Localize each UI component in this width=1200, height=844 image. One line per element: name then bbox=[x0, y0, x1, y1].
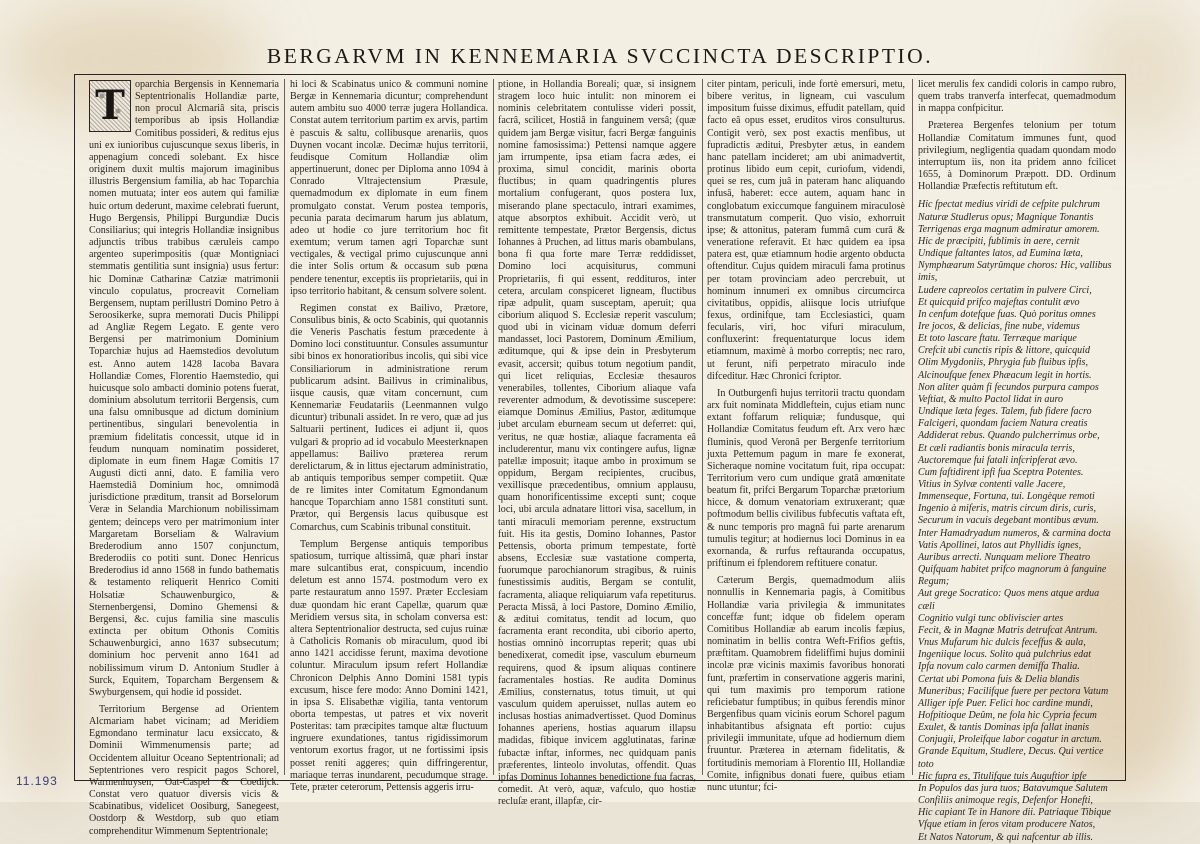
column-rule bbox=[284, 79, 285, 775]
paragraph: ptione, in Hollandia Boreali; quæ, si insignem stragem loco huic intulit: non minorem ei nominis celebritatem contulisse videri possit, facrâ, scilicet, Hostiâ in fanguinem versâ; (quæ quidem jam Bergæ visitur, facri Bergæ fanguinis nomine famosissima:) Pettensi namque aggere jam irrumpente, ipsa etiam facra ædes, ei proxima, simul concidit, marinis oborta fluctibus; in quam quadringentis plures mortalium confugerant, quos postera lux, miserando plane spectaculo, intrari examimes, atque absorptos exhibuit. Accidit verò, ut remittente tempestate, Prætor Bergensis, dictus Iohannes à Pruchen, ad littus maris obambulans, bona fi qua forte mare Terræ reddidisset, Domino loci acquisiturus, communi Proprietariis, fi qui essent, reddituros, inter cetera, arculam conspiceret ligneam, fluctibus ripæ adpulit, quam susceptam, aperuit; qua ciborium aliquod S. Ecclesiæ reperit vasculum; quod ubi in vicinam viduæ domum deferri mandasset, loci Pastorem, Dominum Æmilium, æditumque, qui & ipse dein in Presbyterum evasit, accersit; quibus totum negotium pandit, qui licet reliquias, Ecclesiæ thesauros venerabiles, tollentes, Ciborium aliaque vafa reverenter admodum, & devotissime suscepere: eiamque Dominus Æmilius, Pastor, æditumque jubet arculam eburneam secum ut deferret: qui, veritus, ne quæ hostiæ, aliaque facramenta eâ includerentur, manu vix contingere aufus, lignæ patellæ imposuit; itaque ambo in proximum se oppidum, Bergam recipientes, crucibus, vexillisque præcedentibus, omnium applausu, quam honorificentissime excepti sunt; coque loci, ubi arcula adnatare littori visa, sacellum, in tanti miraculi memoriam perenne, exstructum fuit. His ita gestis, Domino Iohannes, Pastor Pettensis, oborta primum tempestate, fortè absens, Ecclesiæ suæ vastatione comperta, fuorumque parochianorum stragibus, & ruinis funestissimis auditis, Bergam se contulit, facramenta, aliaque reliquiarum vafa repetiturus. Peracta Missâ, à loci Pastore, Domino Æmilio, & æditui comitatus, tendit ad locum, quo facramenta erant recondita, ubi ciborio aperto, hostias omninò incorruptas reperit; quas ubi benedixerat, comedit ipse, vasculum eburneum requirens, quod & ipsum aliquas continere facramentales hostias. Re audita Dominus Æmilius, consternatus, totus timuit, ut qui vasculum quidem aperuisset, nullas autem eo inclusas hostias animadvertisset. Quod Dominus Iohannes aperiens, hostias aquarum illapsu madidas, fibique invicem agglutinatas, farinæ fubactæ inftar, informes, nec quidquam panis præferentes, linteolo involutas, offendit. Quas ipfas Dominus Iohannes benedictione fua facras, comedit. At verò, aquæ, vafculo, quo hostiæ recluſæ erant, illapfæ, cir- bbox=[498, 79, 696, 808]
text-column-5 bbox=[918, 79, 1116, 843]
latin-poem: Hic fpectat medius viridi de cefpite pulchrum Naturæ Studlerus opus; Magnique Tonantis Terrigenas erga magnum admiratur amorem. Hic de præcipiti, fublimis in aere, cernit Undique faltantes latos, ad Eumina læta, Nymphæarum Satyrûmque choros: Hic, vallibus imis, Ludere capreolos certatim in pulvere Circi, Et quicquid prifco majeftas contulit ævo In cenfum dotefque fuas. Quò poritus omnes Ire jocos, & delicias, fine nube, videmus Et toto lascare ftatu. Terræque marique Crefcit ubi cunctis ripis & littore, quicquid Olim Mygdoniis, Phrygia fub fluibus ipfis, Alcinoufque fenex Phæacum legit in hortis. Non aliter quàm fi fecundos purpura campos Veftiat, & multo Pactol lidat in auro Undique læta feges. Talem, fub fidere facro Falcigeri, quondam faciem Natura creatis Addiderat rebus. Quando pulcherrimus orbe, Et cæli radiantis bonis miracula terris, Auctoremque fui fatali infcripferat ævo. Cum faftidirent ipfi fua Sceptra Potentes. Vitius in Sylvæ contenti valle Jacere, Immenseque, Fortuna, tui. Longèque remoti Ingenio à miferis, matris circum diris, curis, Securum in vacuis degebant montibus ævum. Inter Hamadryadum numeros, & carmina docta Vatis Apollinei, latos aut Phyllidis ignes, Auribus arrecti. Nunquam meliore Theatro Quifquam habitet prifco magnorum à fanguine Regum; Aut grege Socratico: Quos mens atque ardua cæli Cognitio vulgi tunc obliviscier artes Fecit, & in Magnæ Matris detrufcat Antrum. Vnus Mufarum hic dulcis feceffus & aula, Ingeniique locus. Solito quà pulchrius edat Ipfa novum calo carmen demiffa Thalia. Certat ubi Pomona fuis & Delia blandis Muneribus; Facilifque fuere per pectora Vatum Alliger ipfe Puer. Felici hoc cardine mundi, Hofpitioque Deûm, ne fola hic Cypria fecum Exulet, & tantis Dominas ipfa fallat inanis Conjugii, Proleifque labor cogatur in arctum. Grande Equitum, Studlere, Decus. Qui vertice toto Hic fupra es, Titulifque tuis Auguftior ipfe In Populos das jura tuos; Batavumque Salutem Confiliis animoque regis, Defenfor Honefti, Hic capiant Te in Hanore dii. Patriaque Tibique Vfque etiam in feros vitam producere Natos, Et Natos Natorum, & qui nafcentur ab illis. bbox=[918, 199, 1112, 843]
column-rule bbox=[912, 79, 913, 775]
text-column-4 bbox=[707, 79, 905, 793]
paragraph: Regimen constat ex Bailivo, Prætore, Consulibus binis, & octo Scabinis, qui quotannis die Veneris Paschatis festum præcedente à Domino loci constituuntur. Consules assumuntur sibi binos ex honoratioribus incolis, qui sibi vice Consiliariorum in administratione rerum publicarum adsint. Bailivus in criminalibus, iisque causis, quæ vitam concernunt, cum Kennemariæ Feudatariis (Leenmannen vulgo dicuntur) tribunali assidet. In re vero, quæ ad jus Saltuarii pertinent, Iudices ei adjunt ii, quos vulgari & proprio ad id vocabulo Meesterknapen appellamus: Bailivo præterea rerum derelictarum, & in littus ejectarum administratio, ab antiquis temporibus semper competiit. Quæ de re limites inter Comitatum Egmondanum hancque Toparchiam anno 1581 constituti sunt. Prætor, qui Bergensis lacus quibusque est Comarchus, cum Scabinis tribunal constituit. bbox=[290, 302, 488, 533]
text-column-3 bbox=[498, 79, 696, 808]
text-column-1 bbox=[89, 79, 279, 837]
paragraph: licet merulis fex candidi coloris in campo rubro, quem trabs tranverfa interfecat, quemadmodum in mappa confpicitur. bbox=[918, 79, 1116, 115]
paragraph: Cæterum Bergis, quemadmodum aliis nonnullis in Kennemaria pagis, à Comitibus Hollandiæ varia privilegia & immunitates conceffæ funt; idque ob fidelem operam Comitibus Hollandiæ ab earum incolis fæpius, nominatim in bellis contra Weft-Frifios geftis, præftitam. Quamobrem fideliffimi hujus dominii incolæ præ vicinis maximis favoribus honorati funt, præfertim in conservatione aggeris marini, qui tum maximis pro temporum ratione reficiebatur fumptibus; in quibus ferendis minor Bergenfibus quam vicinis eorum Schorel pagum inhabitantibus afsignata eft portio: cujus privilegii immunitate, ufque ad hodiernum diem fruuntur. Præterea in æternam fidelitatis, & fortitudinis memoriam à Florentio III, Hollandiæ Comite, infignibus donati fuere, quibus etiam nunc utuntur; fci- bbox=[707, 575, 905, 793]
initial-letter: T bbox=[90, 81, 130, 131]
paragraph: Territorium Bergense ad Orientem Alcmariam habet vicinam; ad Meridiem Egmondano terminatur lacu exsiccato, & Dominii Wimmenumensis parte; ad Occidentem alluitur Oceano Septentrionali; ad Septentriones vero respicit pagos Schorel, Warmenhuysen, Oat-Caspel & Coedijck. Constat vero quatuor diversis vicis & Scabinatibus, videlicet Oosiburg, Sanegeest, Oostdorp & Westdorp, sub quo etiam comprehenditur Wimmenum Septentrionale; bbox=[89, 703, 279, 837]
paragraph: citer pintam, periculi, inde fortè emersuri, metu, bibere veritus, in ligneam, cui vasculum impositum fuisse diximus, effudit patellam, quid facto eâ opus esset, eruditos viros consulturus. Contigit verò, sex post exactis menfibus, ut fupradictis æditui, Presbyter ætus, in eandem hanc patellam incideret; am ubi animadvertit, protinus libido eum cepit, curiofum, videndi, quei se res, cum juâ in pateram hanc aliquando infusâ, haberet: ecce autem, aquam hanc in conglobatum exiccumque fanguinem miraculosè transmutatum comperit. Quo visio, exhorruit ipse; & attonitus, pateram fummâ cum curâ & veneratione referavit. Et hæc quidem ea ipsa patera est, quæ etiamnum hodie argento obducta oftenditur. Cujus quidem miraculi fama protinus per totam provinciam adeo percrebuit, ut hominum innumeri ex omnibus circumcirca civitatibus, oppidis, aliisque locis utriufque fexus, ordinifque, tam Ecclesiastici, quam fecularis, viri, hoc vifuri miraculum, confluxerint: frequentaturque locus idem etiamnum, maximè à morbo correptis; nec raro, ut ferunt, nifi perpetrato miraculo inde difceditur. Hæc Chronici fcriptor. bbox=[707, 79, 905, 382]
text-column-2 bbox=[290, 79, 488, 793]
column-rule bbox=[493, 79, 494, 775]
paragraph: Præterea Bergenfes telonium per totum Hollandiæ Comitatum immunes funt, quod privilegium, negligentia quadam quondam modo interruptum iis, non ita pridem anno fcilicet 1655, à Dominorum Præpott. DD. Ordinum Hollandiæ Præfectis reftitutum eft. bbox=[918, 120, 1116, 193]
paragraph: Templum Bergense antiquis temporibus spatiosum, turrique altissimâ, quæ phari instar mare sulcantibus erat, conspicuum, incendio deletum est anno 1574. postmodum vero ex parte restauratum anno 1597. Præter Ecclesiam duæ quondam hic erant Capellæ, quarum quæ Meridiem versus sita, in scholam conversa est: altera Septentrionalior destructa, sed cujus ruinæ à Catholicis Romanis ob miraculum, quod ibi anno 1421 accidisse ferunt, maxima devotione coluntur. Miraculum ipsum refert Hollandiæ Chronicon Delphis Anno Domini 1581 typis excusum, hisce fere modo: Anno Domini 1421, in ipsa S. Elisabethæ vigilia, tanta ventorum oborta tempestas, ut patres et vix noverit Posteritas: tam præcipites tamque altæ fluctuum ingruere exundationes, tantus rigidissimorum ventorum exortus fragor, ut ne fortissimi ipsis posset reniti aggeres; quin diffringerentur, mariaque terras inundarent, pecudumque strage. Tete, præter ceterorum, Pettensis aggeris irru- bbox=[290, 538, 488, 793]
paragraph: oparchia Bergensis in Kennemaria Septentrionalis Hollandiæ parte, non procul Alcmariâ sita, priscis temporibus ab ipsis Hollandiæ Comitibus possideri, & reditus ejus uni ex iunioribus cujuscunque sexus liberis, in appenagium concedi solebant. Ex hisce originem duxit multis majorum imaginibus illustris Bergensium familia, ab hac Toparchia nomen mutuata; inter eos autem qui familiæ huic ortum dederunt, maxime celebrati fuerunt, Hugo Bergensis, Philippi Burgundiæ Ducis Consiliarius; qui integris Hollandiæ insignibus adjunctis tribus trabibus cæruleis campo argenteo superimpositis (quæ Montigniaci stemmatis gentilitia sunt insignia) usus fertur: hic Dominæ Catharinæ Catziæ matrimonii vinculo copulatus, procreavit Corneliam Bergensem, nuptam perillustri Domino Petro à Seroosikerke, supra memorati Ducis Philippi ad Angliæ Regem Legato. E gente vero Bergensi per matrimonium Dominium Toparchiæ hujus ad Haemstedios devolutum est. Anno autem 1428 Iacoba Bavara Hollandiæ Comes, Florentio Haemstedio, qui huicusque solo ambacti dominio potens fuerat, dominium absolutum territorii Bergensis, cum una falsu omnibusque ad dictum dominium pertinentibus, singulari benevolentia in præmium fidelitatis concessit, utque id in feudum nunquam nominatim possideret, diplomate in eum finem Hagæ Comitis 17 Augusti dicti anni, dato. E familia vero Haemstediâ Dominium hoc, omnimodâ jurisdictione præditum, transit ad Borselorum Veræ in Selandia Marchionum nobilissimam gentem; deinceps vero per matrimonium inter Margaretam Borseliam & Walravium Brederodium anno 1507 conjunctum, Brederodiis co potiti sunt. Donec Henricus Brederodius id anno 1568 in fundo bathematis & testamento reliquerit Henrico Comiti Holsatiæ Schauwenburgico, & Sternenbergensi, Domino Ghemensi & Bergensi, &c. cujus familia sine masculis extincta per obitum Othonis Comitis Schauwenburgici, anno 1637 subsecutum; dominium hoc pervenit anno 1641 ad nobilissimum virum D. Antonium Studler à Surck, Equitem, Toparcham Bergensem & Swyburgensem, qui hodie id possidet. bbox=[89, 79, 279, 698]
page-title: BERGARVM IN KENNEMARIA SVCCINCTA DESCRIPTIO. bbox=[266, 44, 934, 68]
column-rule bbox=[702, 79, 703, 775]
paragraph: In Outburgenfi hujus territorii tractu quondam arx fuit nominata Middleftein, cujus etiam nunc extant foffarum reliquiæ; fundusque, qui Hollandiæ Comitatus feudum eft. Arx vero hæc fluminis, quod Veronâ per Bergenfe territorium juxta Pettemum pagum in mare fe exonerat, Sicheraque nomine vocitatum fuit, ripa occupat: Territorium vero cum undique gratâ amœnitate beatum fit, prifci Bergarum Toparchæ prætorium hicce, & domum venatoriam extruxerant; quæ poftmodum bellis civilibus fubfecutis vaftata eft, & nunc temporis pro magnâ fui parte arenarum tumulis tegitur; at hodiernus loci Dominus in ea exornanda, & rurfus reftauranda occupatus, priftinum ei fplendorem reftituere conatur. bbox=[707, 387, 905, 570]
paragraph: hi loci & Scabinatus unico & communi nomine Bergæ in Kennemaria dicuntur; comprehendunt autem ambitu suo 4000 terræ jugera Hollandica. Constat autem territorium partim ex arvis, partim è pascuis & saltu, collibusque arenariis, quos Duynen vocant incolæ. Decimæ hujus territorii, feudisque Comitum Hollandiæ olim appertinuerunt, donec per Diploma anno 1094 à Conrado Vltrajectensium Præsule, quemadmodum ex diplomate in eum finem promulgato constat. Verum postea temporis, pecunia parata decimarum harum jus ablatum, adeo ut hodie co jure territorium hoc fit exemtum; verum tamen agri Toparchæ sunt vectigales, & vectigal primo cujuscunque anni die inter Solis ortum & occasum sub pœna pendere tenentur, exceptis iis proprietariis, qui in ipso territorio habitant, & censum solvere solent. bbox=[290, 79, 488, 297]
ornamental-initial bbox=[89, 80, 131, 132]
catalog-number: 11.193 bbox=[16, 774, 58, 788]
